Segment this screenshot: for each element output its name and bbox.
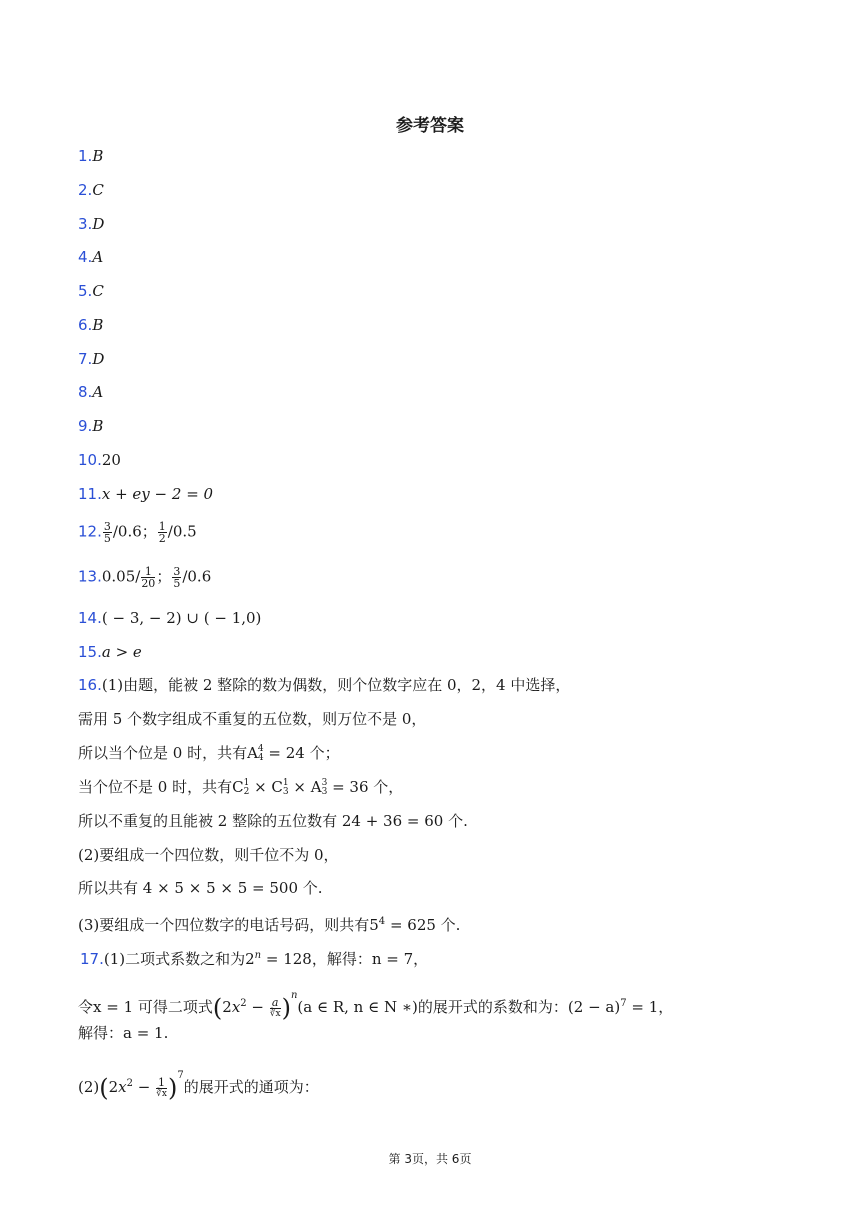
answer-item: 8.A	[78, 383, 104, 401]
solution-line: $(2)(2x^2$ − $\frac{1}{∛x}$ )$^7$的展开式的通项为：	[78, 1070, 319, 1102]
page-footer: 第 3页，共 6页	[388, 1152, 472, 1166]
solution-line: 所以共有 4 × 5 × 5 × 5 = 500 个.	[78, 879, 323, 897]
solution-line: 令x = 1 可得二项式($2x^2$ − $\frac{a}{∛x}$ )$^n$(a ∈ R, n ∈ N ∗)的展开式的系数和为：$(2 - a)^7 = 1$，	[78, 990, 674, 1022]
solution-line: (2)要组成一个四位数，则千位不为 0，	[78, 846, 339, 864]
answer-item: 1.B	[78, 147, 104, 165]
answer-item: 12. $\frac{3}{5}$ /0.6； $\frac{1}{2}$ /0.5	[78, 520, 197, 545]
answer-item: 13.0.05/ $\frac{1}{20}$ ； $\frac{3}{5}$ /0.6	[78, 565, 212, 590]
answer-item: 10.20	[78, 451, 121, 469]
answer-item: 15.a > e	[78, 643, 142, 661]
page-title: 参考答案	[396, 116, 464, 136]
solution-line: 解得：a = 1.	[78, 1024, 169, 1042]
solution-line: 当个位不是 0 时，共有C 1 2 × C 1 3 × A 3 3 = 36 个，	[78, 778, 404, 797]
answer-item: 6.B	[78, 316, 104, 334]
solution-line: 需用 5 个数字组成不重复的五位数，则万位不是 0，	[78, 710, 427, 728]
solution-line: 所以不重复的且能被 2 整除的五位数有 24 + 36 = 60 个.	[78, 812, 468, 830]
answer-item: 9.B	[78, 417, 104, 435]
solution-line: 16.(1)由题，能被 2 整除的数为偶数，则个位数字应在 0，2，4 中选择，	[78, 676, 571, 694]
answer-item: 7.D	[78, 350, 105, 368]
answer-item: 11.x + ey − 2 = 0	[78, 485, 214, 503]
answer-item: 14.( − 3, − 2) ∪ ( − 1,0)	[78, 609, 262, 627]
solution-line: (3)要组成一个四位数字的电话号码，则共有$5^4 = 625$ 个.	[78, 916, 461, 934]
answer-item: 5.C	[78, 282, 104, 300]
answer-item: 3.D	[78, 215, 105, 233]
answer-item: 2.C	[78, 181, 104, 199]
solution-line: 17.(1)二项式系数之和为$2^n = 128$，解得：n = 7，	[80, 950, 429, 968]
answer-item: 4.A	[78, 248, 104, 266]
solution-line: 所以当个位是 0 时，共有A 4 4 = 24 个；	[78, 744, 340, 763]
